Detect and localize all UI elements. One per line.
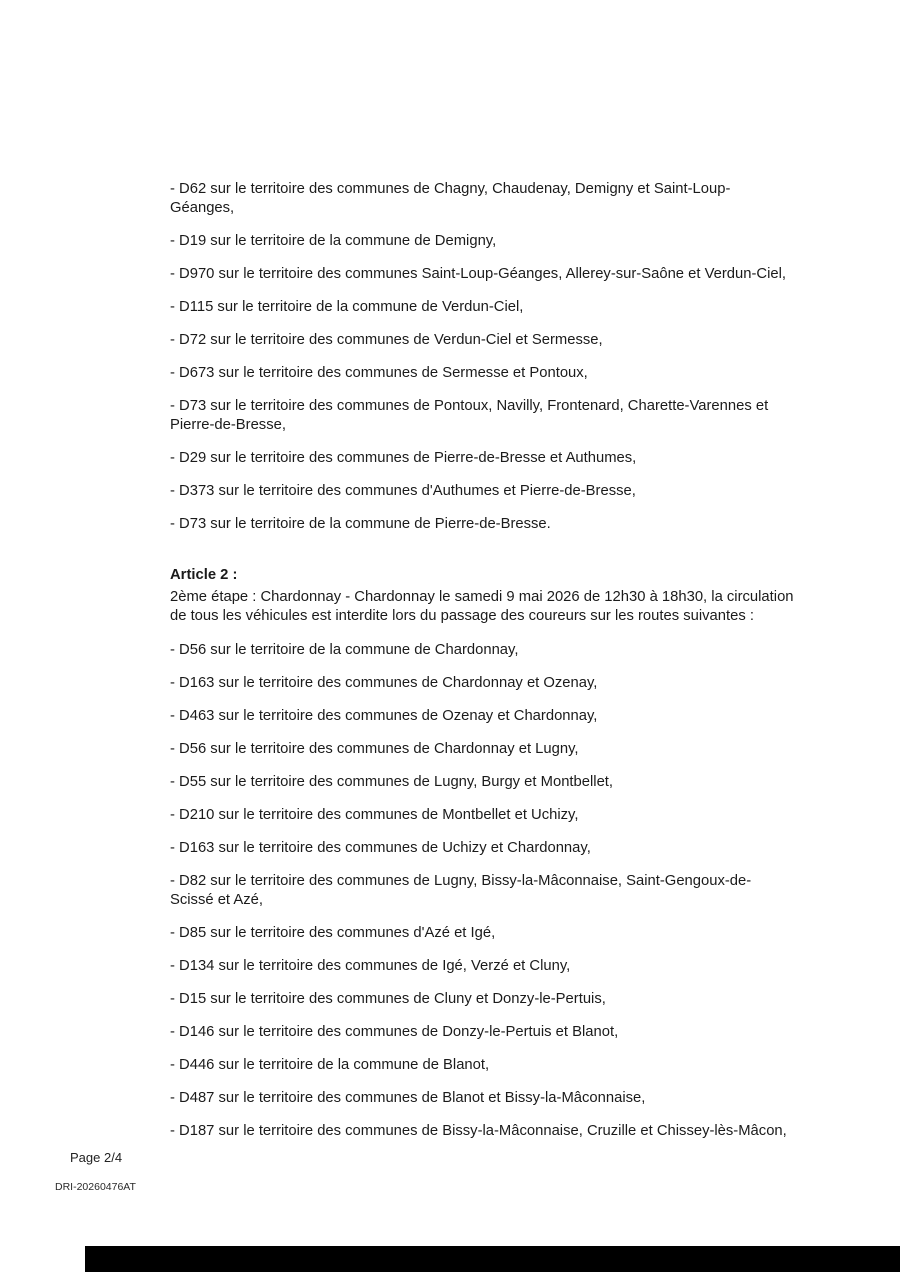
- article2-heading: Article 2 :: [170, 567, 238, 583]
- road-item: - D970 sur le territoire des communes Saint-Loup-Géanges, Allerey-sur-Saône et Verdun-Ciel,: [170, 266, 787, 282]
- road-item: - D56 sur le territoire de la commune de Chardonnay,: [170, 642, 519, 658]
- road-item: - D56 sur le territoire des communes de Chardonnay et Lugny,: [170, 741, 579, 757]
- road-item: - D15 sur le territoire des communes de Cluny et Donzy-le-Pertuis,: [170, 991, 606, 1007]
- article2-intro: 2ème étape : Chardonnay - Chardonnay le samedi 9 mai 2026 de 12h30 à 18h30, la circulation de tous les véhicules est interdite lors du passage des coureurs sur les routes suivantes :: [170, 589, 794, 624]
- document-body: [170, 180, 794, 1155]
- page-number: Page 2/4: [70, 1150, 123, 1165]
- road-item: - D163 sur le territoire des communes de Uchizy et Chardonnay,: [170, 840, 591, 856]
- road-item: - D446 sur le territoire de la commune de Blanot,: [170, 1057, 490, 1073]
- road-item: - D19 sur le territoire de la commune de Demigny,: [170, 233, 497, 249]
- road-item: - D187 sur le territoire des communes de Bissy-la-Mâconnaise, Cruzille et Chissey-lès-Mâcon,: [170, 1123, 787, 1139]
- road-item: - D115 sur le territoire de la commune de Verdun-Ciel,: [170, 299, 524, 315]
- road-item: - D487 sur le territoire des communes de Blanot et Bissy-la-Mâconnaise,: [170, 1090, 646, 1106]
- road-item: - D73 sur le territoire de la commune de Pierre-de-Bresse.: [170, 516, 551, 532]
- road-item: - D134 sur le territoire des communes de Igé, Verzé et Cluny,: [170, 958, 571, 974]
- road-item: - D210 sur le territoire des communes de Montbellet et Uchizy,: [170, 807, 579, 823]
- road-item: - D72 sur le territoire des communes de Verdun-Ciel et Sermesse,: [170, 332, 603, 348]
- doc-ref: DRI-20260476AT: [55, 1181, 136, 1193]
- road-item: - D29 sur le territoire des communes de Pierre-de-Bresse et Authumes,: [170, 450, 637, 466]
- road-item: - D163 sur le territoire des communes de Chardonnay et Ozenay,: [170, 675, 598, 691]
- road-item: - D62 sur le territoire des communes de Chagny, Chaudenay, Demigny et Saint-Loup-Géanges,: [170, 181, 731, 216]
- road-item: - D85 sur le territoire des communes d'Azé et Igé,: [170, 925, 496, 941]
- scan-artifact-bar: [85, 1246, 900, 1272]
- road-item: - D73 sur le territoire des communes de Pontoux, Navilly, Frontenard, Charette-Varennes et Pierre-de-Bresse,: [170, 398, 769, 433]
- road-item: - D82 sur le territoire des communes de Lugny, Bissy-la-Mâconnaise, Saint-Gengoux-de-Scissé et Azé,: [170, 873, 752, 908]
- road-item: - D373 sur le territoire des communes d'Authumes et Pierre-de-Bresse,: [170, 483, 636, 499]
- road-item: - D146 sur le territoire des communes de Donzy-le-Pertuis et Blanot,: [170, 1024, 619, 1040]
- road-item: - D463 sur le territoire des communes de Ozenay et Chardonnay,: [170, 708, 598, 724]
- road-item: - D55 sur le territoire des communes de Lugny, Burgy et Montbellet,: [170, 774, 614, 790]
- road-item: - D673 sur le territoire des communes de Sermesse et Pontoux,: [170, 365, 588, 381]
